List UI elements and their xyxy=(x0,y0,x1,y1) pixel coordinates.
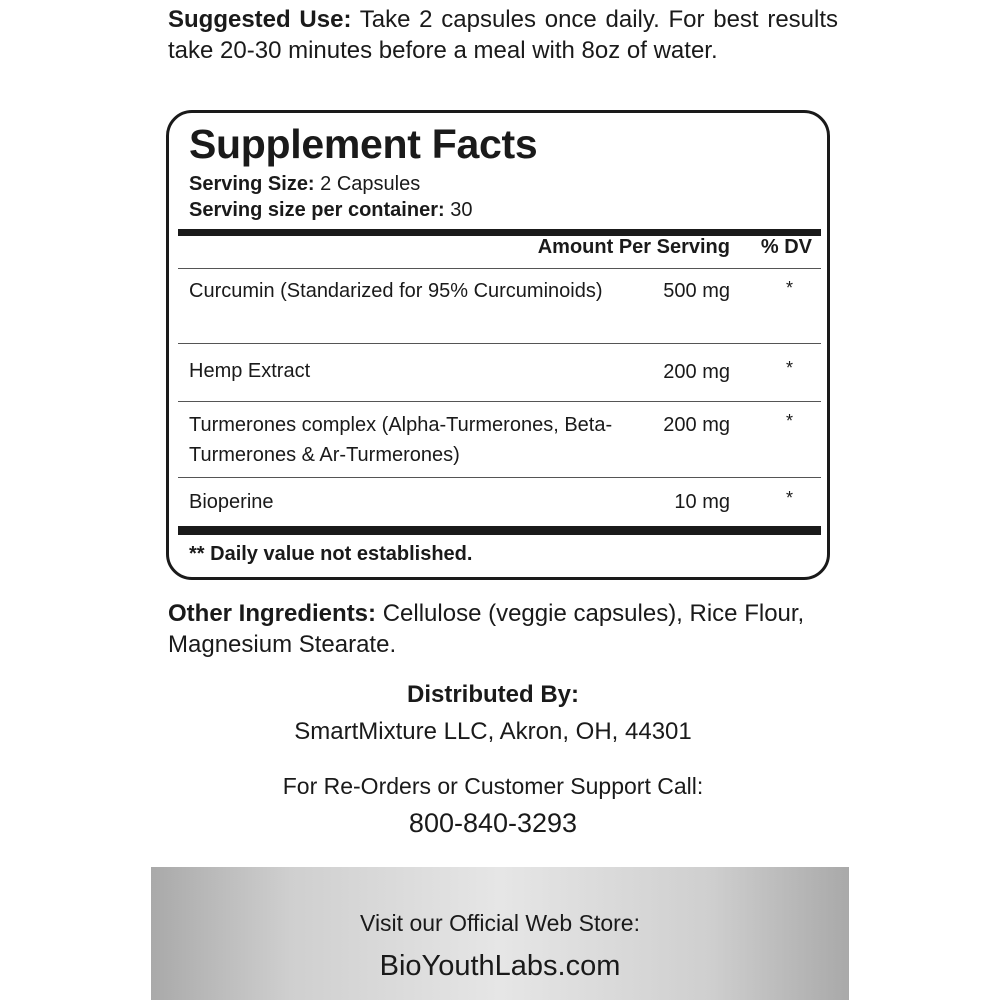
supplement-facts-panel xyxy=(166,110,830,580)
ingredient-name: Curcumin (Standarized for 95% Curcuminoids) xyxy=(189,280,603,302)
web-store-banner xyxy=(151,867,849,1000)
thick-divider-top xyxy=(178,229,821,236)
ingredient-name: Turmerones complex (Alpha-Turmerones, Beta-Turmerones & Ar-Turmerones) xyxy=(189,414,613,466)
suggested-use-label: Suggested Use: xyxy=(168,6,352,33)
ingredient-amount: 200 mg xyxy=(663,414,730,436)
ingredient-name: Bioperine xyxy=(189,491,274,513)
other-ingredients-label: Other Ingredients: xyxy=(168,600,377,627)
distributed-by-heading: Distributed By: xyxy=(406,681,579,708)
daily-value-footnote: ** Daily value not established. xyxy=(189,543,473,565)
row-divider xyxy=(178,343,821,344)
ingredient-dv: * xyxy=(785,411,793,431)
ingredient-amount: 200 mg xyxy=(663,361,730,383)
daily-value-header: % DV xyxy=(760,236,812,258)
web-store-heading: Visit our Official Web Store: xyxy=(360,910,640,936)
web-store-url: BioYouthLabs.com xyxy=(379,950,621,982)
other-ingredients-text: Cellulose (veggie capsules), Rice Flour, Magnesium Stearate. xyxy=(168,600,805,658)
ingredient-dv: * xyxy=(785,278,793,298)
servings-per-container xyxy=(189,199,472,222)
suggested-use-text: Take 2 capsules once daily. For best results take 20-30 minutes before a meal with 8oz of water. xyxy=(168,6,839,64)
servings-per-container-value: 30 xyxy=(444,199,473,221)
thick-divider-bottom xyxy=(178,526,821,535)
support-heading: For Re-Orders or Customer Support Call: xyxy=(282,773,704,799)
ingredient-dv: * xyxy=(785,358,793,378)
serving-size-value: 2 Capsules xyxy=(314,173,421,195)
ingredient-name: Hemp Extract xyxy=(189,360,311,382)
row-divider xyxy=(178,401,821,402)
amount-per-serving-header: Amount Per Serving xyxy=(537,236,730,258)
serving-size-label: Serving Size: xyxy=(189,173,315,195)
ingredient-amount: 10 mg xyxy=(674,491,730,513)
serving-size xyxy=(189,173,420,196)
support-phone: 800-840-3293 xyxy=(408,808,578,838)
suggested-use xyxy=(168,4,838,66)
distributor-address: SmartMixture LLC, Akron, OH, 44301 xyxy=(294,718,692,745)
row-divider xyxy=(178,477,821,478)
servings-per-container-label: Serving size per container: xyxy=(189,199,445,221)
ingredient-dv: * xyxy=(785,488,793,508)
facts-title: Supplement Facts xyxy=(189,121,538,167)
row-divider xyxy=(178,268,821,269)
ingredient-amount: 500 mg xyxy=(663,280,730,302)
other-ingredients xyxy=(168,598,848,660)
